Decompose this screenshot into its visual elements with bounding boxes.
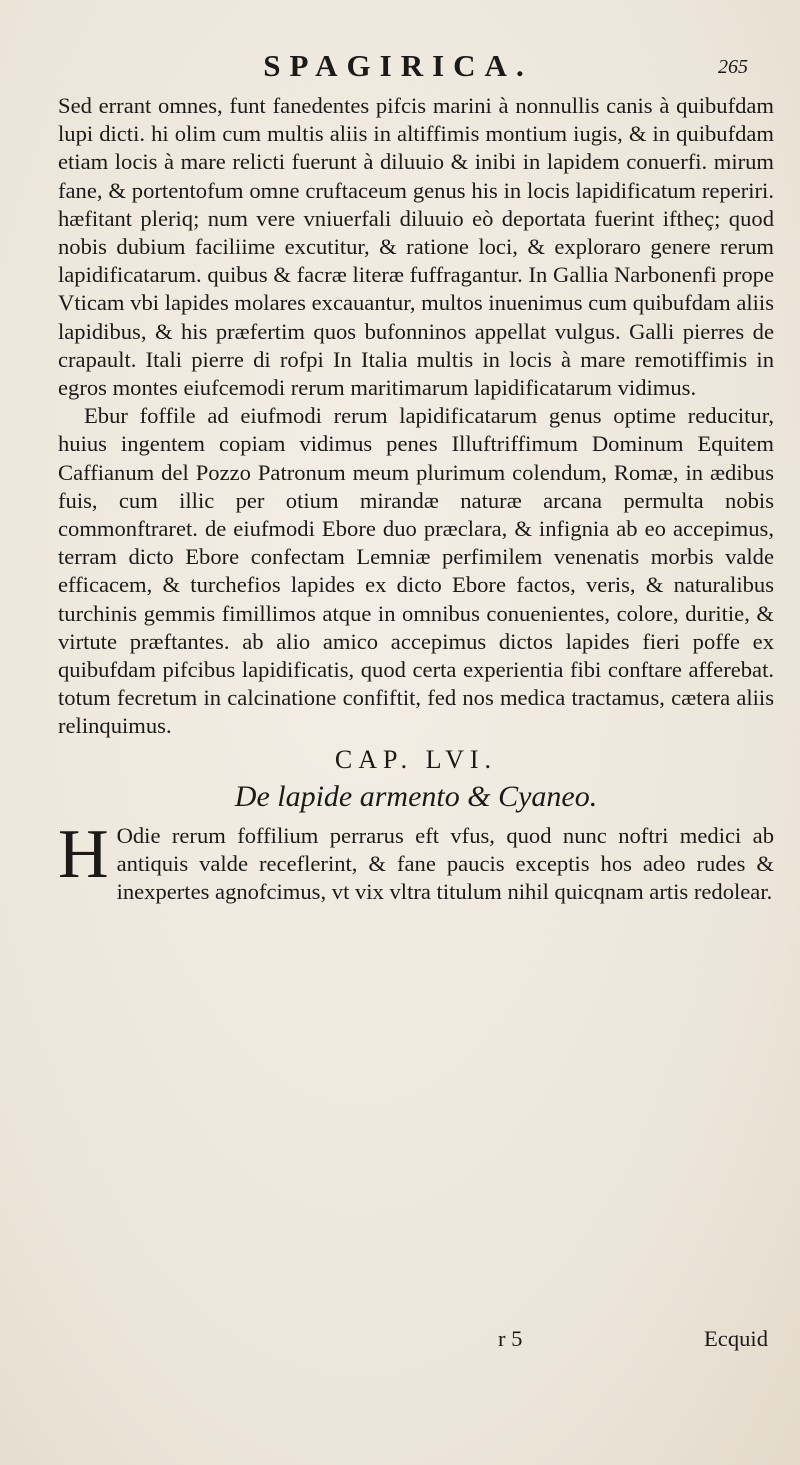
paragraph-1: Sed errant omnes, funt fanedentes pifcis marini à nonnullis canis à quibufdam lupi dicti. hi olim cum multis aliis in altiffimis montium iugis, & in quibufdam etiam locis à mare relicti fuerunt à diluuio & inibi in lapidem conuerfi. mirum fane, & portentofum omne cruftaceum genus his in locis lapidificatum reperiri. hæfitant pleriq; num vere vniuerfali diluuio eò deportata fuerint iftheç; quod nobis dubium faciliime excutitur, & ratione loci, & exploraro genere rerum lapidificatarum. quibus & facræ literæ fuffragantur. In Gallia Narbonenfi prope Vticam vbi lapides molares excauantur, multos inuenimus cum quibufdam aliis lapidibus, & his præfertim quos bufonninos appellat vulgus. Galli pierres de crapault. Itali pierre di rofpi In Italia multis in locis à mare remotiffimis in egros montes eiufcemodi rerum maritimarum lapidificatarum vidimus. xyxy=(58,93,774,401)
chapter-title: De lapide armento & Cyaneo. xyxy=(234,779,598,813)
body-text xyxy=(58,92,774,906)
paragraph-2: Ebur foffile ad eiufmodi rerum lapidificatarum genus optime reducitur, huius ingentem copiam vidimus penes Illuftriffimum Dominum Equitem Caffianum del Pozzo Patronum meum plurimum colendum, Romæ, in ædibus fuis, cum illic per otium mirandæ naturæ arcana permulta nobis commonftraret. de eiufmodi Ebore duo præclara, & infignia ab eo accepimus, terram dicto Ebore confectam Lemniæ perfimilem venenatis morbis valde efficacem, & turchefios lapides ex dicto Ebore factos, veris, & naturalibus turchinis gemmis fimillimos atque in omnibus conuenientes, colore, duritie, & virtute præftantes. ab alio amico accepimus dictos lapides fieri poffe ex quibufdam pifcibus lapidificatis, quod certa experientia fibi conftare afferebat. totum fecretum in calcinatione confiftit, fed nos medica tractamus, cætera aliis relinquimus. xyxy=(58,403,774,739)
paragraph-3-text: Odie rerum foffilium perrarus eft vfus, quod nunc noftri medici ab antiquis valde receflerint, & fane paucis exceptis hos adeo rudes & inexpertes agnofcimus, vt vix vltra titulum nihil quicqnam artis redolear. xyxy=(116,822,774,905)
paragraph-3 xyxy=(58,815,774,907)
chapter-label: CAP. LVI. xyxy=(334,744,498,774)
signature-mark: r 5 xyxy=(498,1326,523,1351)
catchword: Ecquid xyxy=(704,1326,768,1351)
page-number: 265 xyxy=(718,56,748,78)
page-footer xyxy=(58,1326,774,1356)
drop-cap: H xyxy=(58,815,109,893)
running-title: SPAGIRICA. xyxy=(263,48,533,83)
